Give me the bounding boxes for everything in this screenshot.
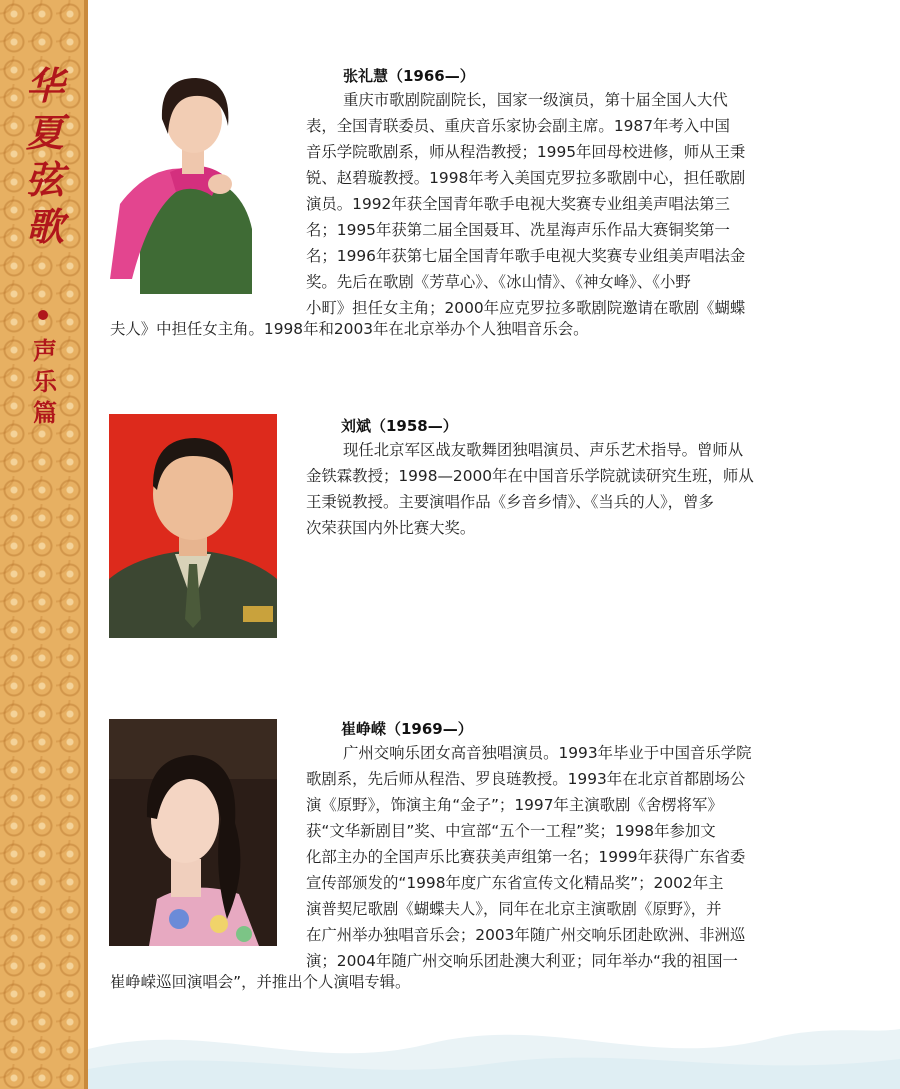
section-char: 篇: [33, 399, 57, 427]
title-char: 歌: [25, 204, 64, 249]
bio-line: 演普契尼歌剧《蝴蝶夫人》，同年在北京主演歌剧《原野》，并: [306, 900, 722, 918]
strip-border: [84, 0, 88, 1089]
bio-line: 锐、赵碧璇教授。1998年考入美国克罗拉多歌剧中心，担任歌剧: [306, 169, 746, 187]
bio-line: 重庆市歌剧院副院长，国家一级演员，第十届全国人大代: [343, 91, 728, 109]
bio-line: 演《原野》，饰演主角“金子”；1997年主演歌剧《舍楞将军》: [306, 796, 723, 814]
portrait-photo-2: [109, 414, 277, 638]
bio-line: 广州交响乐团女高音独唱演员。1993年毕业于中国音乐学院: [343, 744, 752, 762]
portrait-photo-3: [109, 719, 277, 946]
bio-line: 金铁霖教授；1998—2000年在中国音乐学院就读研究生班，师从: [306, 467, 754, 485]
person-name-1: 张礼慧（1966—）: [343, 67, 475, 85]
title-char: 夏: [25, 110, 64, 155]
bio-line: 现任北京军区战友歌舞团独唱演员、声乐艺术指导。曾师从: [343, 441, 744, 459]
bio-line: 在广州举办独唱音乐会；2003年随广州交响乐团赴欧洲、非洲巡: [306, 926, 746, 944]
title-char: 弦: [25, 157, 64, 202]
bottom-wave-decoration: [88, 979, 900, 1089]
person-name-2: 刘斌（1958—）: [341, 417, 458, 435]
person-name-3: 崔峥嵘（1969—）: [341, 720, 473, 738]
title-dot-separator: [38, 310, 48, 320]
bio-line: 音乐学院歌剧系，师从程浩教授；1995年回母校进修，师从王秉: [306, 143, 746, 161]
bio-line: 表，全国青联委员、重庆音乐家协会副主席。1987年考入中国: [306, 117, 730, 135]
vertical-book-title: [20, 62, 70, 250]
section-char: 声: [33, 337, 57, 365]
bio-line: 化部主办的全国声乐比赛获美声组第一名；1999年获得广东省委: [306, 848, 746, 866]
section-char: 乐: [33, 368, 57, 396]
bio-line: 次荣获国内外比赛大奖。: [306, 519, 476, 537]
bio-line: 崔峥嵘巡回演唱会”，并推出个人演唱专辑。: [110, 973, 411, 991]
title-char: 华: [25, 63, 64, 108]
bio-line: 获“文华新剧目”奖、中宣部“五个一工程”奖；1998年参加文: [306, 822, 716, 840]
bio-line: 宣传部颁发的“1998年度广东省宣传文化精品奖”；2002年主: [306, 874, 724, 892]
bio-line: 演；2004年随广州交响乐团赴澳大利亚；同年举办“我的祖国一: [306, 952, 738, 970]
bio-line: 歌剧系，先后师从程浩、罗良琏教授。1993年在北京首都剧场公: [306, 770, 746, 788]
vertical-section-title: [25, 336, 65, 429]
bio-line: 名；1995年获第二届全国聂耳、冼星海声乐作品大赛铜奖第一: [306, 221, 730, 239]
bio-line: 王秉锐教授。主要演唱作品《乡音乡情》、《当兵的人》，曾多: [306, 493, 714, 511]
bio-line: 奖。先后在歌剧《芳草心》、《冰山情》、《神女峰》、《小野: [306, 273, 691, 291]
portrait-photo-1: [110, 64, 278, 294]
bio-line: 小町》担任女主角；2000年应克罗拉多歌剧院邀请在歌剧《蝴蝶: [306, 299, 746, 317]
bio-line: 名；1996年获第七届全国青年歌手电视大奖赛专业组美声唱法金: [306, 247, 746, 265]
bio-line: 夫人》中担任女主角。1998年和2003年在北京举办个人独唱音乐会。: [110, 320, 589, 338]
bio-line: 演员。1992年获全国青年歌手电视大奖赛专业组美声唱法第三: [306, 195, 730, 213]
